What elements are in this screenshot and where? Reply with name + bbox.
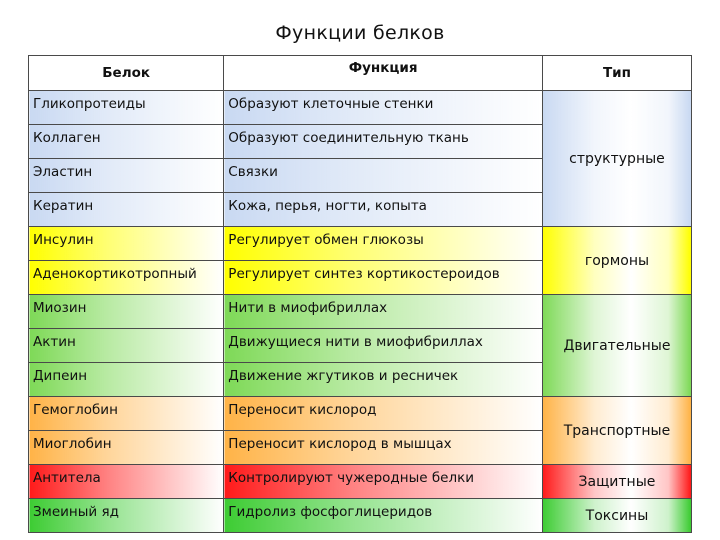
type-cell: структурные [542,91,691,227]
type-cell: Транспортные [542,397,691,465]
protein-name-cell: Гликопротеиды [29,91,224,125]
protein-name-cell: Дипеин [29,363,224,397]
protein-name-cell: Коллаген [29,125,224,159]
function-cell: Образуют соединительную ткань [224,125,543,159]
protein-name-cell: Змеиный яд [29,499,224,533]
function-cell: Нити в миофибриллах [224,295,543,329]
function-cell: Образуют клеточные стенки [224,91,543,125]
function-cell: Переносит кислород [224,397,543,431]
table-row [29,397,692,431]
function-cell: Регулирует синтез кортикостероидов [224,261,543,295]
protein-name-cell: Инсулин [29,227,224,261]
protein-name-cell: Кератин [29,193,224,227]
page-title: Функции белков [275,22,445,44]
function-cell: Контролируют чужеродные белки [224,465,543,499]
function-cell: Переносит кислород в мышцах [224,431,543,465]
function-cell: Регулирует обмен глюкозы [224,227,543,261]
protein-name-cell: Гемоглобин [29,397,224,431]
type-cell: гормоны [542,227,691,295]
function-cell: Кожа, перья, ногти, копыта [224,193,543,227]
function-cell: Связки [224,159,543,193]
table-body [29,91,692,533]
table-row [29,295,692,329]
protein-functions-table [28,55,692,533]
protein-name-cell: Аденокортикотропный [29,261,224,295]
table-row [29,465,692,499]
protein-name-cell: Актин [29,329,224,363]
protein-name-cell: Антитела [29,465,224,499]
table-row [29,227,692,261]
protein-name-cell: Миозин [29,295,224,329]
type-cell: Защитные [542,465,691,499]
header-type: Тип [542,56,691,91]
function-cell: Движущиеся нити в миофибриллах [224,329,543,363]
header-protein: Белок [29,56,224,91]
table-header-row [29,56,692,91]
type-cell: Двигательные [542,295,691,397]
table-row [29,499,692,533]
function-cell: Движение жгутиков и ресничек [224,363,543,397]
protein-name-cell: Миоглобин [29,431,224,465]
function-cell: Гидролиз фосфоглицеридов [224,499,543,533]
type-cell: Токсины [542,499,691,533]
protein-name-cell: Эластин [29,159,224,193]
table-row [29,91,692,125]
header-function: Функция [224,56,543,91]
